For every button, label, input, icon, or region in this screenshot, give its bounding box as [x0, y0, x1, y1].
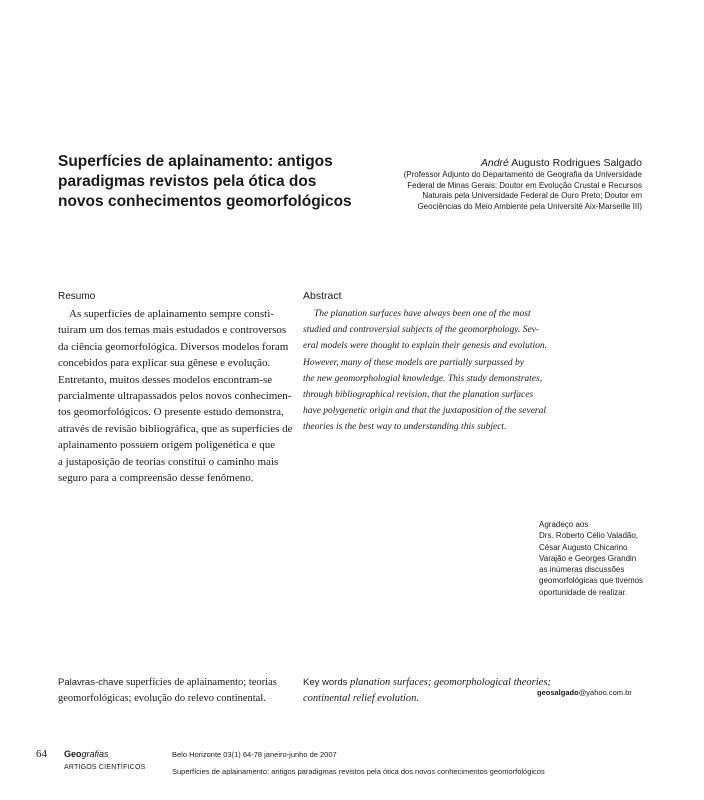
journal-name-grafias: grafias — [81, 749, 109, 759]
resumo-line: parcialmente ultrapassados pelos novos conhecimen- — [58, 390, 292, 403]
author-affiliation-line: Federal de Minas Gerais; Doutor em Evolução Crustal e Recursos — [407, 180, 642, 190]
keywords-line — [303, 675, 551, 691]
abstract-line: studied and controversial subjects of the geomorphology. Sev- — [303, 325, 540, 336]
keywords-label: Key words — [303, 677, 348, 688]
keywords-line — [58, 675, 288, 691]
acknowledgment-line: as inúmeras discussões — [539, 565, 625, 575]
article-title — [58, 152, 352, 212]
journal-name — [64, 749, 109, 759]
abstract-line: through bibliographical revision, that the planation surfaces — [303, 390, 534, 401]
keywords-text: continental relief evolution. — [303, 693, 419, 704]
author-email[interactable] — [537, 688, 632, 697]
author-block — [342, 157, 642, 212]
resumo-line: através de revisão bibliográfica, que as superfícies de — [58, 422, 293, 435]
abstract-line: The planation surfaces have always been one of the most — [314, 309, 531, 319]
keywords-portuguese — [58, 675, 288, 707]
article-title-line: paradigmas revistos pela ótica dos — [58, 173, 317, 190]
author-name — [342, 157, 642, 170]
acknowledgment-note — [539, 519, 659, 598]
resumo-line: seguro para a compreensão desse fenômeno. — [58, 472, 254, 485]
abstract-line: eral models were thought to explain their genesis and evolution. — [303, 341, 547, 352]
keywords-text: planation surfaces; geomorphological theories; — [347, 677, 551, 688]
author-affiliation-line: (Professor Adjunto do Departamento de Geografia da Universidade — [403, 170, 642, 179]
email-user: geosalgado — [537, 688, 579, 697]
acknowledgment-line: oportunidade de realizar. — [539, 587, 628, 597]
author-affiliation-line: Geociências do Meio Ambiente pela Université Aix-Marseille III) — [417, 201, 642, 211]
email-domain: @yahoo.com.br — [578, 688, 632, 697]
keywords-text: superfícies de aplainamento; teorias — [123, 677, 277, 688]
abstract-line: theories is the best way to understanding this subject. — [303, 422, 507, 433]
journal-name-geo: Geo — [64, 749, 82, 759]
abstract-line: However, many of these models are partially surpassed by — [303, 357, 525, 368]
author-surname: Augusto Rodrigues Salgado — [508, 157, 642, 169]
abstract-body — [303, 306, 547, 436]
keywords-label: Palavras-chave — [58, 677, 124, 688]
section-name: ARTIGOS CIENTÍFICOS — [64, 764, 146, 771]
abstract-heading: Abstract — [303, 290, 342, 302]
resumo-heading: Resumo — [58, 291, 96, 302]
running-title: Superfícies de aplainamento: antigos paradigmas revistos pela ótica dos novos conhecimentos geomorfológicos — [172, 767, 545, 776]
resumo-line: As superfícies de aplainamento sempre consti- — [69, 308, 274, 320]
resumo-line: da ciência geomorfológica. Diversos modelos foram — [58, 340, 289, 353]
resumo-line: tos geomorfológicos. O presente estudo demonstra, — [58, 406, 284, 419]
resumo-line: concebidos para explicar sua gênese e evolução. — [58, 357, 271, 370]
acknowledgment-line: geomorfológicas que tivemos — [539, 576, 644, 586]
keywords-text: geomorfológicas; evolução do relevo continental. — [58, 693, 266, 704]
journal-citation: Belo Horizonte 03(1) 64-78 janeiro-junho de 2007 — [172, 750, 337, 759]
acknowledgment-line: Agradeço aos — [539, 520, 589, 529]
author-first-name: André — [480, 157, 509, 169]
resumo-line: tuíram um dos temas mais estudados e controversos — [58, 324, 287, 337]
resumo-line: a justaposição de teorias constitui o caminho mais — [58, 455, 279, 468]
resumo-line: Entretanto, muitos desses modelos encontram-se — [58, 373, 273, 386]
acknowledgment-line: César Augusto Chicarino — [539, 542, 628, 552]
article-title-line: Superfícies de aplainamento: antigos — [58, 153, 333, 170]
page-number: 64 — [36, 748, 47, 760]
abstract-line: have polygenetic origin and that the juxtaposition of the several — [303, 406, 546, 417]
resumo-line: aplainamento possuem origem poligenética e que — [58, 439, 276, 452]
resumo-body — [58, 306, 293, 486]
author-affiliation-line: Naturais pela Universidade Federal de Ouro Preto; Doutor em — [422, 191, 642, 200]
keywords-english — [303, 675, 551, 707]
acknowledgment-line: Varajão e Georges Grandin — [539, 553, 637, 563]
acknowledgment-line: Drs. Roberto Célio Valadão, — [539, 531, 639, 541]
article-title-line: novos conhecimentos geomorfológicos — [58, 193, 352, 210]
abstract-line: the new geomorphologial knowledge. This study demonstrates, — [303, 373, 543, 384]
